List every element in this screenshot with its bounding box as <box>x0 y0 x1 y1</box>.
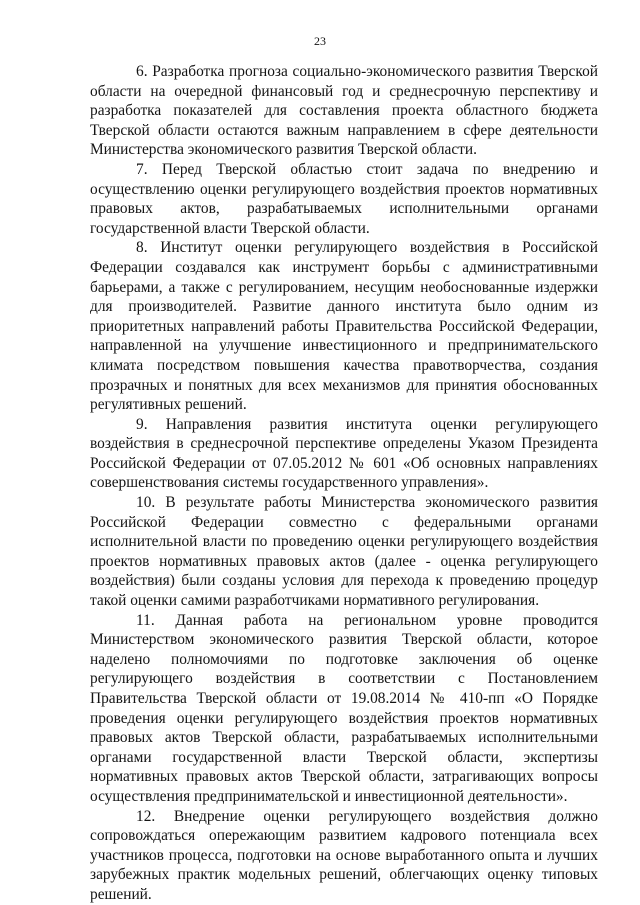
paragraph-7: 7. Перед Тверской областью стоит задача по внедрению и осуществлению оценки регулирующего воздействия проектов нормативных правовых актов, разрабатываемых исполнительными органами государственной власти Тверской области. <box>90 160 598 237</box>
paragraph-6: 6. Разработка прогноза социально-экономического развития Тверской области на очередной финансовый год и среднесрочную перспективу и разработка показателей для составления проекта областного бюджета Тверской области остаются важным направлением в сфере деятельности Министерства экономического развития Тверской области. <box>90 63 598 159</box>
paragraph-9: 9. Направления развития института оценки регулирующего воздействия в среднесрочной перспективе определены Указом Президента Российской Федерации от 07.05.2012 № 601 «Об основных направлениях совершенствования системы государственного управления». <box>90 415 598 492</box>
document-body <box>90 62 598 905</box>
paragraph-8: 8. Институт оценки регулирующего воздействия в Российской Федерации создавался как инструмент борьбы с административными барьерами, а также с регулированием, несущим необоснованные издержки для производителей. Развитие данного института было одним из приоритетных направлений работы Правительства Российской Федерации, направленной на улучшение инвестиционного и предпринимательского климата посредством повышения качества правотворчества, создания прозрачных и понятных для всех механизмов для принятия обоснованных регулятивных решений. <box>90 239 598 414</box>
paragraph-11: 11. Данная работа на региональном уровне проводится Министерством экономического развития Тверской области, которое наделено полномочиями по подготовке заключения об оценке регулирующего воздействия в соответствии с Постановлением Правительства Тверской области от 19.08.2014 № 410-пп «О Порядке проведения оценки регулирующего воздействия проектов нормативных правовых актов Тверской области, разрабатываемых исполнительными органами государственной власти Тверской области, экспертизы нормативных правовых актов Тверской области, затрагивающих вопросы осуществления предпринимательской и инвестиционной деятельности». <box>90 611 598 805</box>
paragraph-10: 10. В результате работы Министерства экономического развития Российской Федерации совместно с федеральными органами исполнительной власти по проведению оценки регулирующего воздействия проектов нормативных правовых актов (далее - оценка регулирующего воздействия) были созданы условия для перехода к проведению процедур такой оценки самими разработчиками нормативного регулирования. <box>90 494 598 610</box>
paragraph-12: 12. Внедрение оценки регулирующего воздействия должно сопровождаться опережающим развитием кадрового потенциала всех участников процесса, подготовки на основе выработанного опыта и лучших зарубежных практик модельных решений, облегчающих оценку типовых решений. <box>90 807 598 903</box>
page-number: 23 <box>314 34 326 48</box>
